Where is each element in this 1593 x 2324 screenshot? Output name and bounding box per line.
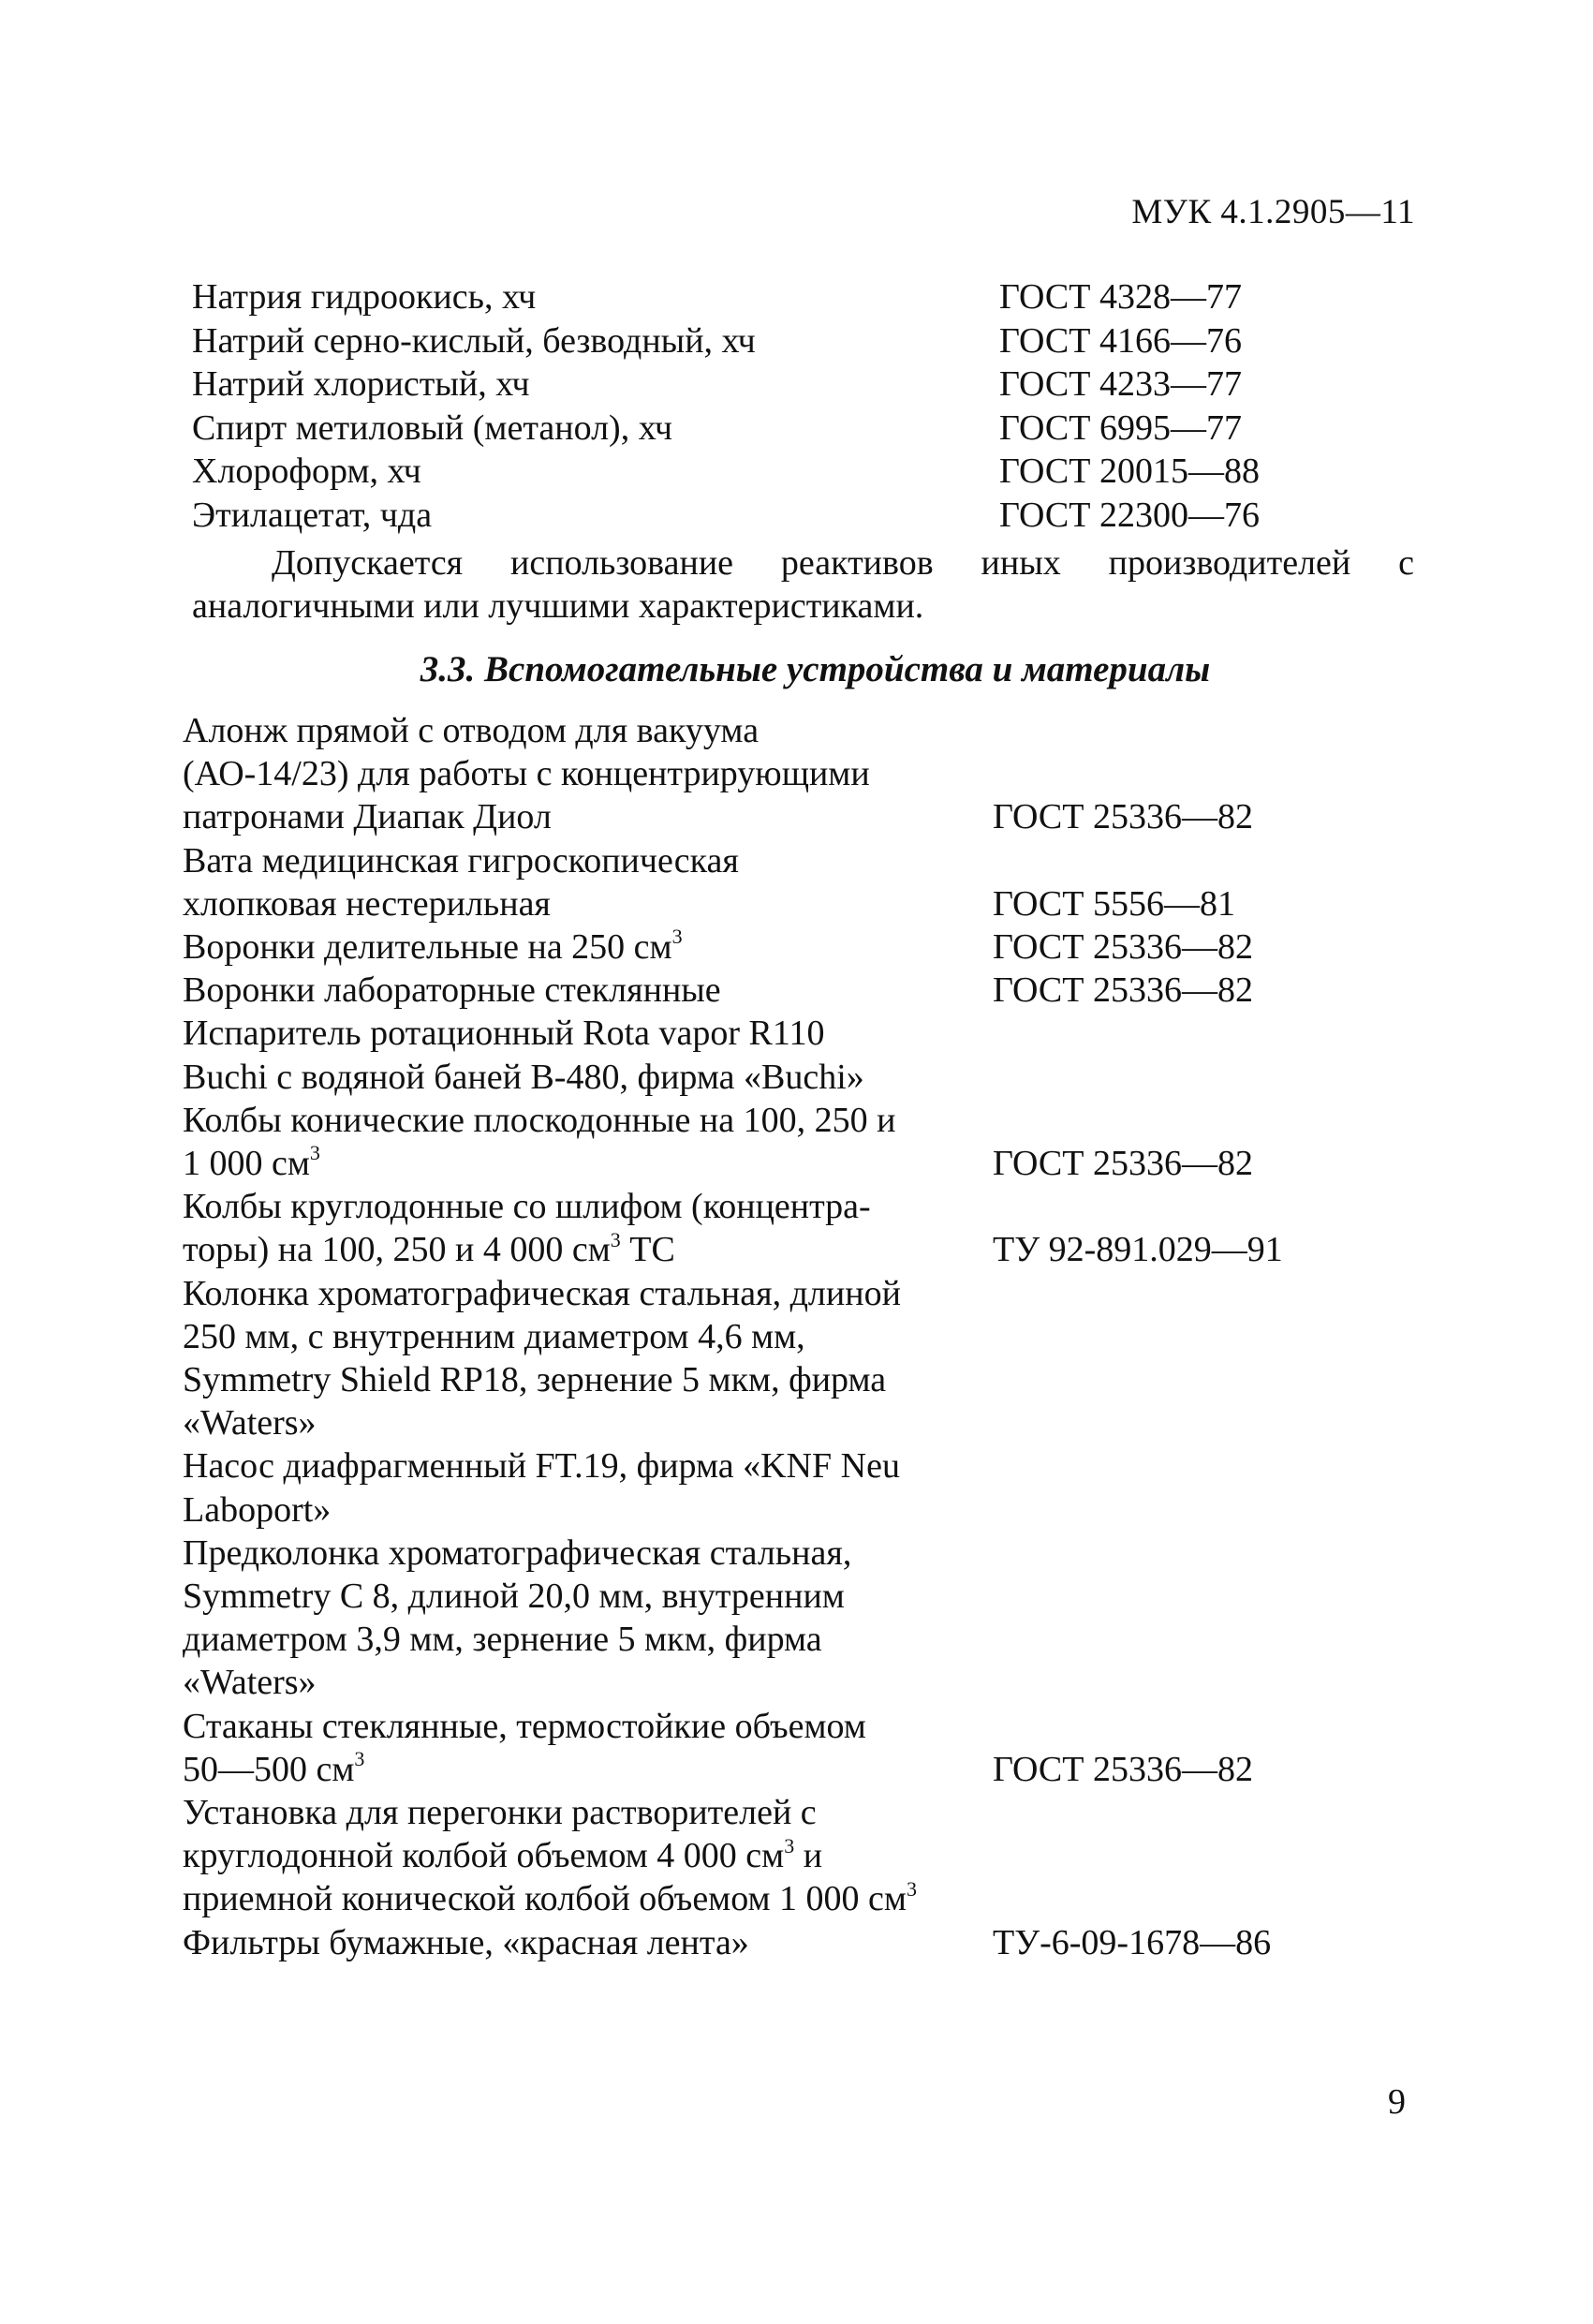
material-text	[183, 1877, 917, 1920]
material-text	[183, 1488, 331, 1532]
material-text-main: Предколонка хроматографическая стальная,	[183, 1532, 852, 1573]
material-text-main: «Waters»	[183, 1403, 317, 1443]
material-text	[183, 1444, 900, 1488]
material-text-main: Насос диафрагменный FT.19, фирма «KNF Neu	[183, 1446, 900, 1487]
unit-superscript: 3	[354, 1747, 365, 1771]
material-text-main: Вата медицинская гигроскопическая	[183, 840, 739, 881]
material-text	[183, 1401, 317, 1444]
material-text-main: приемной конической колбой объемом 1 000 см	[183, 1879, 907, 1919]
material-text	[183, 1618, 822, 1661]
material-text	[183, 839, 739, 882]
material-text-main: диаметром 3,9 мм, зернение 5 мкм, фирма	[183, 1620, 822, 1660]
material-standard: ГОСТ 5556—81	[993, 883, 1235, 924]
material-standard: ГОСТ 25336—82	[993, 1144, 1253, 1183]
unit-superscript: 3	[906, 1876, 917, 1901]
reagent-name: Натрий хлористый, хч	[192, 364, 530, 404]
material-text	[183, 1315, 805, 1358]
material-text	[183, 752, 870, 795]
reagent-name: Этилацетат, чда	[192, 495, 433, 535]
reagents-note	[192, 541, 1414, 628]
material-text	[183, 1575, 845, 1618]
material-text	[183, 1099, 895, 1142]
material-text-main: Фильтры бумажные, «красная лента»	[183, 1922, 749, 1962]
material-text-main: Стаканы стеклянные, термостойкие объемом	[183, 1706, 866, 1746]
material-text	[183, 1532, 851, 1575]
material-text-main: Колбы конические плоскодонные на 100, 250 и	[183, 1100, 896, 1140]
material-text	[183, 882, 551, 925]
section-title: 3.3. Вспомогательные устройства и материалы	[420, 649, 1211, 689]
page-number: 9	[1388, 2082, 1406, 2122]
material-text-main: Колонка хроматографическая стальная, длиной	[183, 1273, 901, 1313]
material-standard: ГОСТ 25336—82	[993, 797, 1253, 837]
reagent-standard: ГОСТ 22300—76	[999, 495, 1260, 535]
material-text-main: Алонж прямой с отводом для вакуума	[183, 711, 760, 750]
material-standard: ГОСТ 25336—82	[993, 927, 1253, 967]
material-text-main: Воронки лабораторные стеклянные	[183, 970, 721, 1011]
material-text-main: патронами Диапак Диол	[183, 797, 552, 837]
material-text-main: (АО-14/23) для работы с концентрирующими	[183, 754, 870, 794]
material-text	[183, 1834, 822, 1877]
material-text	[183, 1272, 901, 1315]
material-text	[183, 1056, 864, 1099]
material-text	[183, 1661, 317, 1704]
material-standard: ГОСТ 25336—82	[993, 970, 1253, 1011]
material-text	[183, 1791, 817, 1834]
reagent-name: Натрий серно-кислый, безводный, хч	[192, 320, 756, 361]
unit-superscript: 3	[610, 1227, 621, 1251]
material-standard: ТУ 92-891.029—91	[993, 1230, 1283, 1270]
material-text-main: «Waters»	[183, 1663, 317, 1703]
material-text-main: Symmetry С 8, длиной 20,0 мм, внутренним	[183, 1576, 845, 1616]
material-standard: ГОСТ 25336—82	[993, 1749, 1253, 1789]
reagent-standard: ГОСТ 4328—77	[999, 277, 1242, 317]
material-text-main: Laboport»	[183, 1489, 332, 1530]
material-text	[183, 1142, 320, 1185]
material-text-main: хлопковая нестерильная	[183, 883, 551, 924]
material-text	[183, 925, 683, 969]
material-text-main: Колбы круглодонные со шлифом (концентра-	[183, 1187, 871, 1227]
document-code: МУК 4.1.2905—11	[1131, 193, 1415, 231]
material-text	[183, 1012, 824, 1055]
material-text-main: круглодонной колбой объемом 4 000 см	[183, 1836, 785, 1876]
material-text	[183, 1748, 364, 1791]
reagent-standard: ГОСТ 6995—77	[999, 407, 1242, 448]
material-text-main: Buchi с водяной баней В-480, фирма «Buchi»	[183, 1057, 864, 1097]
reagent-standard: ГОСТ 20015—88	[999, 451, 1260, 491]
material-text	[183, 795, 552, 838]
material-text-main: Воронки делительные на 250 см	[183, 927, 672, 967]
material-text	[183, 1705, 866, 1748]
material-text	[183, 1358, 886, 1401]
material-text-main: Symmetry Shield RP18, зернение 5 мкм, фирма	[183, 1360, 887, 1399]
reagent-name: Хлороформ, хч	[192, 451, 421, 491]
reagent-name: Спирт метиловый (метанол), хч	[192, 407, 672, 448]
material-text	[183, 1921, 749, 1964]
reagent-standard: ГОСТ 4166—76	[999, 320, 1242, 361]
material-text-main: Установка для перегонки растворителей с	[183, 1793, 817, 1832]
material-text-main: Испаритель ротационный Rota vapor R110	[183, 1014, 825, 1054]
material-text-main: 50—500 см	[183, 1749, 355, 1789]
unit-superscript: 3	[784, 1833, 795, 1858]
material-standard: ТУ-6-09-1678—86	[993, 1922, 1272, 1962]
reagents-note-text: Допускается использование реактивов иных производителей с аналогичными или лучшими характеристиками.	[192, 543, 1414, 626]
material-text	[183, 969, 721, 1012]
material-text-tail: и	[794, 1836, 823, 1876]
material-text	[183, 709, 759, 752]
material-text-tail: ТС	[620, 1230, 675, 1270]
material-text-main: 1 000 см	[183, 1144, 310, 1183]
reagent-name: Натрия гидроокись, хч	[192, 277, 537, 317]
reagent-standard: ГОСТ 4233—77	[999, 364, 1242, 404]
material-text	[183, 1228, 675, 1271]
material-text-main: торы) на 100, 250 и 4 000 см	[183, 1230, 611, 1270]
material-text	[183, 1185, 871, 1228]
unit-superscript: 3	[671, 925, 683, 949]
material-text-main: 250 мм, с внутренним диаметром 4,6 мм,	[183, 1316, 805, 1356]
unit-superscript: 3	[309, 1141, 320, 1165]
